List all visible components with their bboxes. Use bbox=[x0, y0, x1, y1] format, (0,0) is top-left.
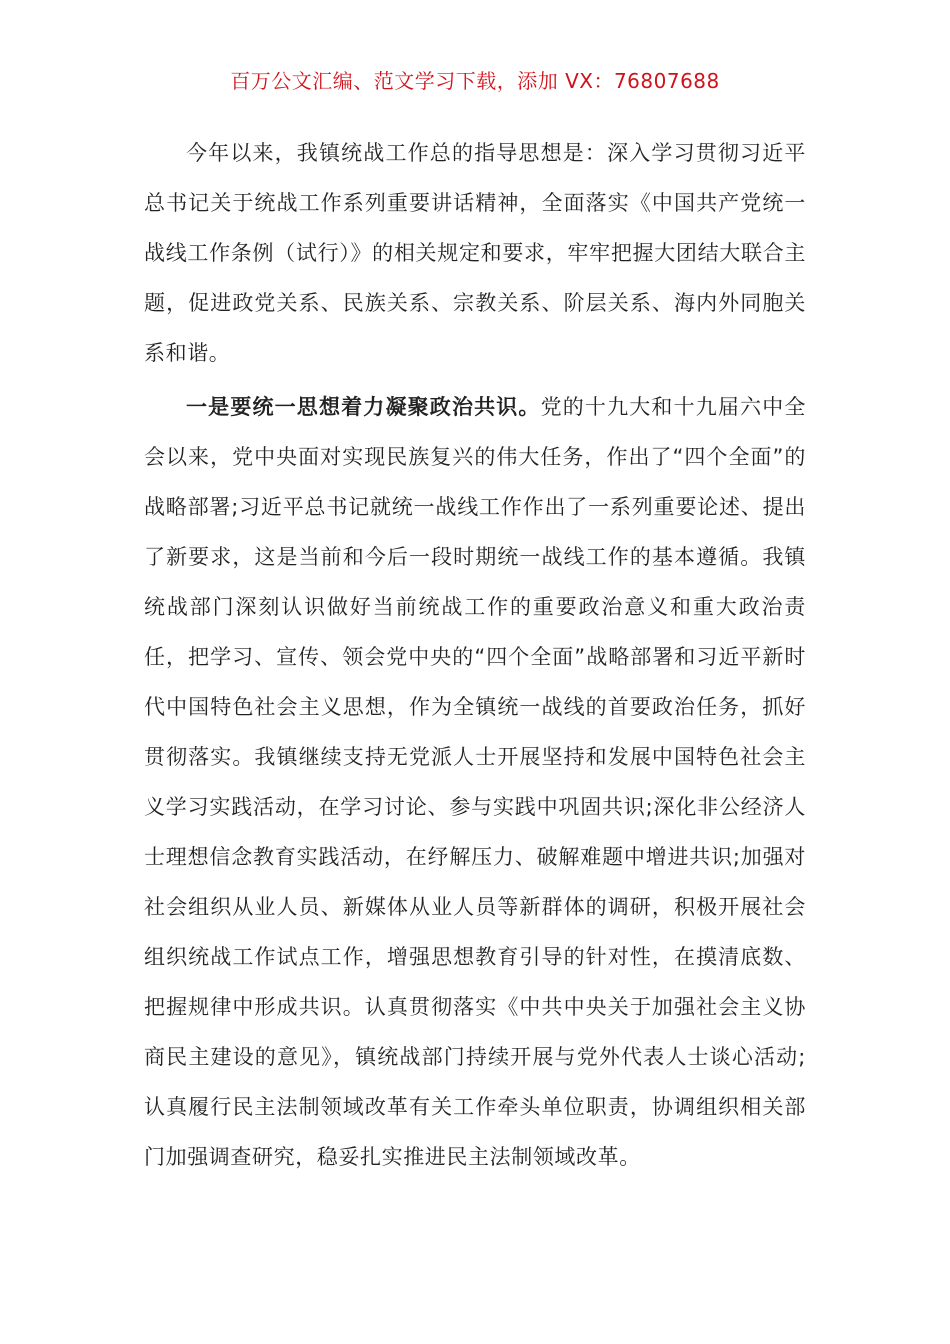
paragraph-guiding-thought: 今年以来，我镇统战工作总的指导思想是：深入学习贯彻习近平总书记关于统战工作系列重要讲话精神，全面落实《中国共产党统一战线工作条例（试行）》的相关规定和要求，牢牢把握大团结大联合主题，促进政党关系、民族关系、宗教关系、阶层关系、海内外同胞关系和谐。 bbox=[144, 141, 806, 365]
header-banner: 百万公文汇编、范文学习下载，添加 VX：76807688 bbox=[230, 69, 720, 93]
paragraph-political-consensus bbox=[144, 382, 806, 1182]
document-body bbox=[144, 128, 806, 1182]
paragraph-body-text: 党的十九大和十九届六中全会以来，党中央面对实现民族复兴的伟大任务，作出了“四个全面”的战略部署;习近平总书记就统一战线工作作出了一系列重要论述、提出了新要求，这是当前和今后一段时期统一战线工作的基本遵循。我镇统战部门深刻认识做好当前统战工作的重要政治意义和重大政治责任，把学习、宣传、领会党中央的“四个全面”战略部署和习近平新时代中国特色社会主义思想，作为全镇统一战线的首要政治任务，抓好贯彻落实。我镇继续支持无党派人士开展坚持和发展中国特色社会主义学习实践活动，在学习讨论、参与实践中巩固共识;深化非公经济人士理想信念教育实践活动，在纾解压力、破解难题中增进共识;加强对社会组织从业人员、新媒体从业人员等新群体的调研，积极开展社会组织统战工作试点工作，增强思想教育引导的针对性，在摸清底数、把握规律中形成共识。认真贯彻落实《中共中央关于加强社会主义协商民主建设的意见》，镇统战部门持续开展与党外代表人士谈心活动;认真履行民主法制领域改革有关工作牵头单位职责，协调组织相关部门加强调查研究，稳妥扎实推进民主法制领域改革。 bbox=[144, 395, 806, 1169]
paragraph-lead-heading: 一是要统一思想着力凝聚政治共识。 bbox=[186, 395, 541, 419]
